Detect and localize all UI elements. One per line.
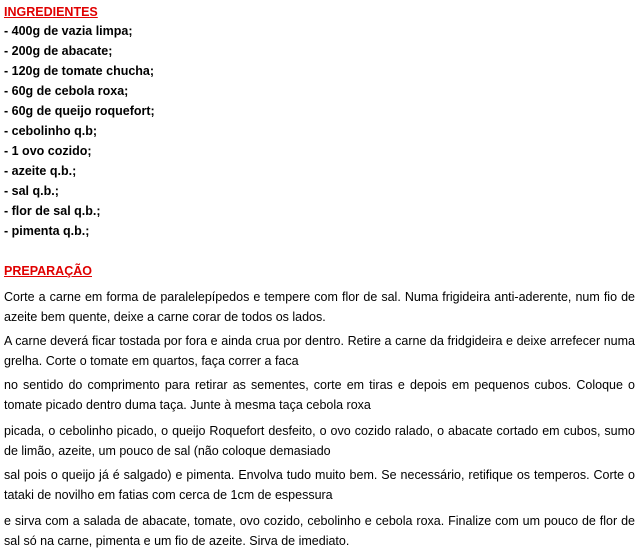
- list-item: - flor de sal q.b.;: [4, 204, 101, 218]
- preparation-paragraph: Corte a carne em forma de paralelepípedos e tempere com flor de sal. Numa frigideira anti-aderente, num fio de azeite bem quente, deixe a carne corar de todos os lados.: [4, 290, 635, 324]
- preparation-heading: PREPARAÇÃO: [4, 264, 92, 278]
- preparation-paragraph: no sentido do comprimento para retirar as sementes, corte em tiras e depois em pequenos cubos. Coloque o tomate picado dentro duma taça. Junte à mesma taça cebola roxa: [4, 378, 635, 412]
- list-item: - 200g de abacate;: [4, 44, 113, 58]
- preparation-paragraph: sal pois o queijo já é salgado) e pimenta. Envolva tudo muito bem. Se necessário, retifique os temperos. Corte o tataki de novilho em fatias com cerca de 1cm de espessura: [4, 468, 635, 502]
- list-item: - 120g de tomate chucha;: [4, 64, 155, 78]
- list-item: - cebolinho q.b;: [4, 124, 98, 138]
- list-item: - 60g de cebola roxa;: [4, 84, 129, 98]
- preparation-paragraph: picada, o cebolinho picado, o queijo Roquefort desfeito, o ovo cozido ralado, o abacate cortado em cubos, sumo de limão, azeite, um pouco de sal (não coloque demasiado: [4, 424, 635, 458]
- list-item: - 60g de queijo roquefort;: [4, 104, 155, 118]
- list-item: - sal q.b.;: [4, 184, 59, 198]
- ingredients-list: [4, 21, 155, 241]
- preparation-paragraph: A carne deverá ficar tostada por fora e ainda crua por dentro. Retire a carne da fridgideira e deixe arrefecer numa grelha. Corte o tomate em quartos, faça correr a faca: [4, 334, 635, 368]
- list-item: - azeite q.b.;: [4, 164, 77, 178]
- preparation-paragraph: e sirva com a salada de abacate, tomate, ovo cozido, cebolinho e cebola roxa. Finalize com um pouco de flor de sal só na carne, pimenta e um fio de azeite. Sirva de imediato.: [4, 514, 635, 548]
- ingredients-heading: INGREDIENTES: [4, 5, 98, 19]
- list-item: - pimenta q.b.;: [4, 224, 90, 238]
- list-item: - 1 ovo cozido;: [4, 144, 92, 158]
- list-item: - 400g de vazia limpa;: [4, 24, 133, 38]
